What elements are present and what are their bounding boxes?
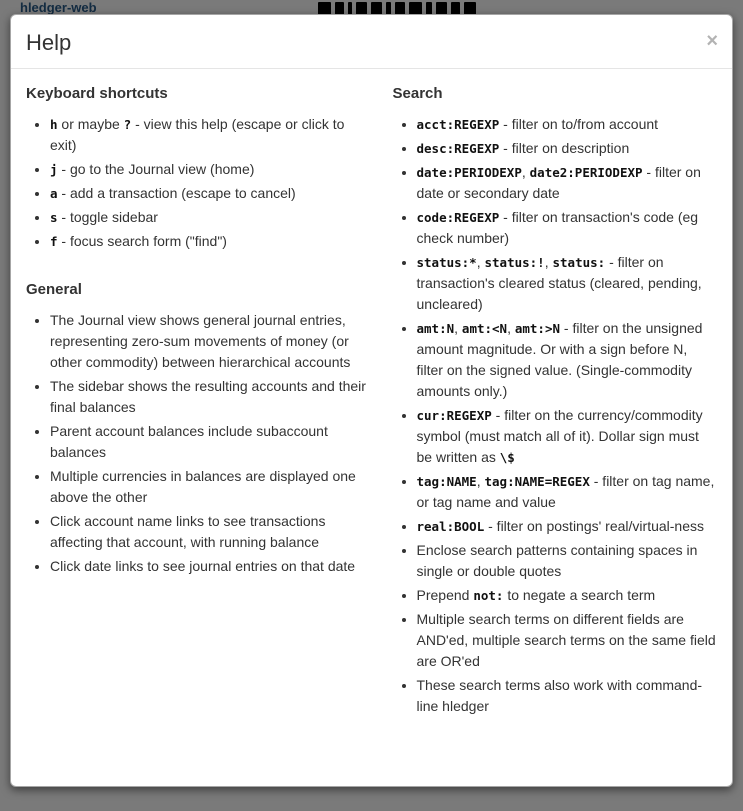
list-item bbox=[417, 318, 718, 402]
list-item bbox=[417, 162, 718, 204]
left-column bbox=[26, 85, 372, 720]
text-segment: Click date links to see journal entries on that date bbox=[50, 558, 356, 575]
code-term: desc:REGEXP bbox=[416, 141, 500, 157]
general-list bbox=[26, 310, 372, 577]
list-item bbox=[50, 421, 372, 463]
code-term: acct:REGEXP bbox=[416, 117, 500, 133]
section-heading-keyboard-shortcuts: Keyboard shortcuts bbox=[26, 85, 168, 103]
modal-title: Help bbox=[26, 30, 72, 55]
text-segment: - filter on tag name, or tag name and value bbox=[416, 473, 715, 511]
text-segment: Enclose search patterns containing spaces in single or double quotes bbox=[416, 542, 698, 580]
text-segment: - add a transaction (escape to cancel) bbox=[57, 185, 296, 202]
list-item bbox=[417, 207, 718, 249]
text-segment: to negate a search term bbox=[503, 587, 656, 604]
help-modal bbox=[10, 14, 733, 787]
list-item bbox=[417, 675, 718, 717]
close-icon[interactable]: × bbox=[706, 30, 718, 52]
text-segment: Multiple currencies in balances are displayed one above the other bbox=[50, 468, 356, 506]
list-item bbox=[417, 609, 718, 672]
list-item bbox=[417, 252, 718, 315]
code-term: amt:N bbox=[416, 321, 455, 337]
code-term: code:REGEXP bbox=[416, 210, 500, 226]
text-segment: or maybe bbox=[57, 116, 124, 133]
list-item bbox=[50, 466, 372, 508]
right-column bbox=[372, 85, 718, 720]
text-segment: Prepend bbox=[416, 587, 474, 604]
code-term: cur:REGEXP bbox=[416, 408, 492, 424]
list-item bbox=[50, 114, 372, 156]
code-term: amt:<N bbox=[461, 321, 508, 337]
search-terms-list bbox=[393, 114, 718, 717]
text-segment: , bbox=[521, 164, 530, 181]
list-item bbox=[50, 310, 372, 373]
list-item bbox=[417, 516, 718, 537]
text-segment: - filter on transaction's code (eg check number) bbox=[416, 209, 699, 247]
text-segment: - filter on date or secondary date bbox=[416, 164, 701, 202]
code-term: j bbox=[50, 162, 58, 178]
text-segment: - view this help (escape or click to exit) bbox=[50, 116, 345, 154]
section-heading-general: General bbox=[26, 281, 82, 299]
list-item bbox=[417, 585, 718, 606]
text-segment: - toggle sidebar bbox=[57, 209, 158, 226]
text-segment: - filter on description bbox=[499, 140, 630, 157]
text-segment: Multiple search terms on different fields are AND'ed, multiple search terms on the same field are OR'ed bbox=[416, 611, 716, 670]
code-term: ? bbox=[123, 117, 132, 133]
code-term: a bbox=[50, 186, 58, 202]
code-term: f bbox=[50, 234, 58, 250]
list-item bbox=[50, 556, 372, 577]
list-item bbox=[50, 231, 372, 252]
list-item bbox=[417, 138, 718, 159]
text-segment: The Journal view shows general journal entries, representing zero-sum movements of money (or other commodity) between hierarchical accounts bbox=[50, 312, 351, 371]
modal-body bbox=[11, 69, 732, 735]
text-segment: - go to the Journal view (home) bbox=[57, 161, 255, 178]
code-term: status: bbox=[552, 255, 606, 271]
code-term: date:PERIODEXP bbox=[416, 165, 522, 181]
text-segment: - filter on postings' real/virtual-ness bbox=[484, 518, 704, 535]
text-segment: - filter on transaction's cleared status (cleared, pending, uncleared) bbox=[416, 254, 702, 313]
modal-header bbox=[11, 15, 732, 69]
code-term: tag:NAME bbox=[416, 474, 477, 490]
text-segment: These search terms also work with command-line hledger bbox=[416, 677, 703, 715]
list-item bbox=[50, 159, 372, 180]
list-item bbox=[50, 207, 372, 228]
text-segment: Parent account balances include subaccount balances bbox=[50, 423, 328, 461]
code-term: tag:NAME=REGEX bbox=[484, 474, 590, 490]
text-segment: , bbox=[476, 473, 485, 490]
list-item bbox=[417, 471, 718, 513]
text-segment: - filter on the currency/commodity symbol (must match all of it). Dollar sign must be written as bbox=[416, 407, 703, 466]
list-item bbox=[417, 540, 718, 582]
section-heading-search: Search bbox=[392, 85, 443, 103]
code-term: s bbox=[50, 210, 58, 226]
code-term: status:* bbox=[416, 255, 477, 271]
code-term: not: bbox=[473, 588, 504, 604]
list-item bbox=[417, 405, 718, 468]
code-term: h bbox=[50, 117, 58, 133]
text-segment: The sidebar shows the resulting accounts and their final balances bbox=[50, 378, 366, 416]
text-segment: , bbox=[507, 320, 515, 337]
code-term: \$ bbox=[499, 450, 515, 466]
list-item bbox=[50, 376, 372, 418]
text-segment: - filter on the unsigned amount magnitude. Or with a sign before N, filter on the signed value. (Single-commodity amounts only.) bbox=[416, 320, 703, 400]
code-term: real:BOOL bbox=[416, 519, 485, 535]
text-segment: - focus search form ("find") bbox=[57, 233, 227, 250]
code-term: status:! bbox=[484, 255, 545, 271]
text-segment: , bbox=[454, 320, 462, 337]
code-term: date2:PERIODEXP bbox=[529, 165, 643, 181]
text-segment: , bbox=[476, 254, 485, 271]
text-segment: Click account name links to see transactions affecting that account, with running balance bbox=[50, 513, 326, 551]
text-segment: , bbox=[544, 254, 553, 271]
keyboard-shortcuts-list bbox=[26, 114, 372, 252]
list-item bbox=[50, 511, 372, 553]
list-item bbox=[50, 183, 372, 204]
list-item bbox=[417, 114, 718, 135]
text-segment: - filter on to/from account bbox=[499, 116, 659, 133]
code-term: amt:>N bbox=[514, 321, 561, 337]
